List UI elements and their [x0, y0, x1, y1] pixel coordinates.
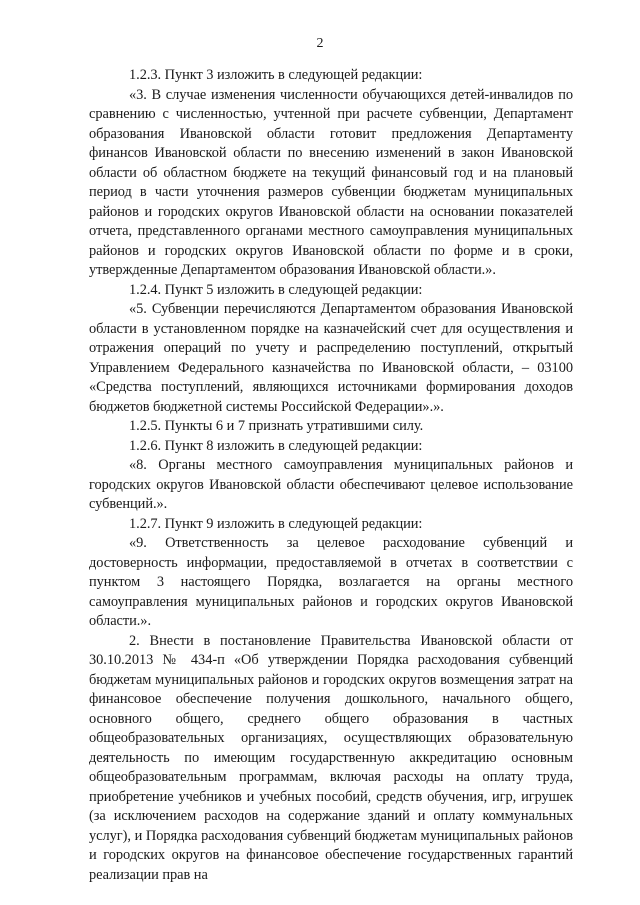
paragraph: 1.2.3. Пункт 3 изложить в следующей редакции:: [129, 67, 423, 83]
paragraph: «8. Органы местного самоуправления муниципальных районов и городских округов Ивановской области обеспечивают целевое использование субвенций.».: [89, 457, 573, 512]
paragraph: 1.2.5. Пункты 6 и 7 признать утратившими силу.: [129, 418, 424, 434]
paragraph: «5. Субвенции перечисляются Департаментом образования Ивановской области в установленном порядке на казначейский счет для осуществления и отражения операций по учету и распределению поступлений, открытый Управлением Федерального казначейства по Ивановской области, – 03100 «Средства поступлений, являющихся источниками формирования доходов бюджетов бюджетной системы Российской Федерации».».: [89, 301, 573, 415]
paragraph: 1.2.7. Пункт 9 изложить в следующей редакции:: [129, 515, 423, 532]
document-body: [89, 66, 573, 885]
page-number: 2: [316, 36, 324, 51]
paragraph: 2. Внести в постановление Правительства Ивановской области от 30.10.2013 № 434-п «Об утверждении Порядка расходования субвенций бюджетам муниципальных районов и городских округов возмещения затрат на финансовое обеспечение получения дошкольного, начального общего, основного общего, среднего общего образования в частных общеобразовательных организациях, осуществляющих образовательную деятельность по имеющим государственную аккредитацию основным общеобразовательным программам, включая расходы на оплату труда, приобретение учебников и учебных пособий, средств обучения, игр, игрушек (за исключением расходов на содержание зданий и оплату коммунальных услуг), и Порядка расходования субвенций бюджетам муниципальных районов и городских округов на финансовое обеспечение государственных гарантий реализации прав на: [89, 632, 573, 883]
paragraph: 1.2.4. Пункт 5 изложить в следующей редакции:: [129, 281, 423, 298]
paragraph: 1.2.6. Пункт 8 изложить в следующей редакции:: [129, 437, 423, 454]
paragraph: «9. Ответственность за целевое расходование субвенций и достоверность информации, предоставляемой в отчетах в соответствии с пунктом 3 настоящего Порядка, возлагается на органы местного самоуправления муниципальных районов и городских округов Ивановской области.».: [89, 535, 573, 629]
paragraph: «3. В случае изменения численности обучающихся детей-инвалидов по сравнению с численностью, учтенной при расчете субвенции, Департамент образования Ивановской области готовит предложения Департаменту финансов Ивановской области по внесению изменений в закон Ивановской области об областном бюджете на текущий финансовый год и на плановый период в части уточнения размеров субвенции бюджетам муниципальных районов и городских округов Ивановской области на основании показателей отчета, представленного органами местного самоуправления муниципальных районов и городских округов Ивановской области по форме и в сроки, утвержденные Департаментом образования Ивановской области.».: [89, 86, 573, 278]
